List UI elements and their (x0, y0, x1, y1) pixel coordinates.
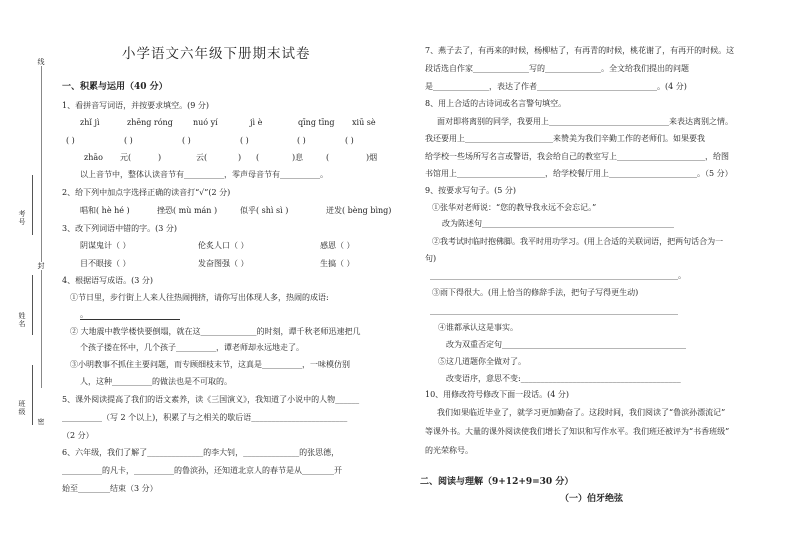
q8-line2: 我还要用上______________________来赞美为我们辛勤工作的老师们。如果要我 (425, 134, 705, 143)
q1-answer-box-6[interactable]: ( ) (345, 136, 354, 145)
q3-row1-item-3[interactable]: 感恩（ ） (320, 241, 355, 250)
q7-line3: 是______________，表达了作者______________________________。(4 分) (425, 82, 687, 91)
q9-s5-answer[interactable]: 改变语序，意思不变:________________________________________ (446, 374, 681, 383)
q9-s5: ⑤这几道题你全做对了。 (438, 357, 526, 366)
q1-syllable-line: 以上音节中，整体认读音节有__________，零声母音节有__________。 (80, 170, 328, 179)
q9-s2-answer[interactable]: ______________________________________________________________。 (430, 271, 686, 280)
q1-row3-close2: ) (238, 153, 242, 162)
q10-line2: 等课外书。大量的课外阅读使我们增长了知识和写作水平。我们班还被评为“书香班级” (425, 427, 730, 436)
q1-row3-xi: )息 (292, 153, 304, 162)
q4-item3-line2: 人，这种__________的做法也是不可取的。 (80, 377, 232, 386)
q1-answer-box-5[interactable]: ( ) (297, 136, 306, 145)
q1-answer-box-1[interactable]: ( ) (66, 136, 75, 145)
q3-row2-item-1[interactable]: 目不眼接（ ） (80, 259, 131, 268)
q8-line1: 面对即将离别的同学，我要用上______________________________来表达离别之情。 (437, 117, 733, 126)
q8-line4: 书馆用上______________________，给学校餐厅用上______________________。（5 分） (425, 169, 733, 178)
q10-line3: 的光荣称号。 (425, 446, 473, 455)
q4-stem: 4、根据语写成语。(3 分) (62, 276, 153, 285)
q5-line1: 5、课外阅读提高了我们的语文素养，读《三国演义》，我知道了小说中的人物______ (62, 395, 360, 404)
q1-row3-close1: ) (158, 153, 162, 162)
q3-row2-item-2[interactable]: 发奋图强（ ） (198, 259, 249, 268)
q3-row1-item-2[interactable]: 伦炙人口（ ） (198, 241, 249, 250)
q1-answer-box-3[interactable]: ( ) (182, 136, 191, 145)
class-label: 班级 (18, 400, 26, 416)
q9-s4-answer[interactable]: 改为双重否定句______________________________________________ (446, 340, 686, 349)
q1-pinyin-3: nuó yí (193, 118, 218, 127)
q1-row3-yan: )烟 (366, 153, 378, 162)
q9-s1-answer[interactable]: 改为陈述句________________________________________________ (442, 219, 674, 228)
q7-line2: 段话选自作家______________写的______________。全文给我们提出的问题 (425, 64, 689, 73)
q6-line2: __________的凡卡，__________的鲁滨孙，还知道北京人的春节是从________开 (62, 466, 342, 475)
q2-item-2[interactable]: 挫恐( mù mán ) (157, 206, 218, 215)
q9-s4: ④谁都承认这是事实。 (438, 323, 518, 332)
q2-item-3[interactable]: 似乎( shì sì ) (240, 206, 289, 215)
q9-s2-line2: 句) (425, 254, 437, 263)
student-name-label: 姓名 (18, 312, 26, 328)
q4-item2-line1: ② 大地震中教学楼快要倒塌，就在这______________的时刻，谭千秋老师迅速把几 (70, 327, 361, 336)
q3-stem: 3、改下列词语中错的字。(3 分) (62, 224, 177, 233)
q1-row3-zhao: zhāo (84, 153, 103, 162)
q3-row1-item-1[interactable]: 阴谋鬼计（ ） (80, 241, 131, 250)
exam-number-field[interactable] (32, 175, 33, 235)
q5-line3: （2 分） (62, 431, 94, 440)
q4-item1-line1: ①节日里，步行街上人来人往热闹拥挤，请你写出体现人多，热闹的成语: (70, 293, 329, 302)
q6-line1: 6、六年级，我们了解了______________的李大钊，______________的张思德， (62, 448, 340, 457)
q5-line2: __________（写 2 个以上)，积累了与之相关的歇后语________________________ (62, 413, 348, 422)
q9-stem: 9、按要求写句子。(5 分) (425, 186, 516, 195)
q1-row3-open2: ( (326, 153, 330, 162)
exam-number-label: 考号 (18, 210, 26, 226)
q2-stem: 2、给下列中加点字选择正确的读音打“√”(2 分) (62, 188, 231, 197)
q1-pinyin-2: zhēng róng (127, 118, 173, 127)
q7-line1: 7、燕子去了，有再来的时候，杨柳枯了，有再青的时候，桃花谢了，有再开的时候。这 (425, 46, 735, 55)
q3-row2-item-3[interactable]: 生搞（ ） (320, 259, 355, 268)
q8-line3: 给学校一些场所写名言或警语，我会给自己的教室写上______________________，给图 (425, 152, 729, 161)
q1-row3-yuan: 元( (120, 153, 132, 162)
q6-line3: 始至________结束（3 分） (62, 484, 158, 493)
section2-heading: 二、阅读与理解（9+12+9=30 分） (420, 477, 574, 487)
q9-s1: ①张华对老师说：“您的教导我永远不会忘记。” (432, 203, 597, 212)
q9-s3-answer[interactable]: ______________________________________________________________ (430, 306, 678, 315)
q1-answer-box-4[interactable]: ( ) (240, 136, 249, 145)
q1-row3-yun: 云( (196, 153, 208, 162)
q4-item1-blank[interactable] (80, 319, 180, 320)
q8-stem: 8、用上合适的古诗词或名言警句填空。 (425, 99, 567, 108)
binding-mark-middle: 封 (37, 262, 45, 270)
q2-item-1[interactable]: 唱和( hè hé ) (80, 206, 130, 215)
q1-pinyin-1: zhǐ jì (80, 118, 100, 127)
binding-line (41, 58, 42, 388)
q4-item3-line1: ③小明教事不抓住主要问题，而专顾细枝末节，这真是__________，一味模仿别 (70, 360, 350, 369)
q1-answer-box-2[interactable]: ( ) (124, 136, 133, 145)
q1-pinyin-4: jì è (250, 118, 263, 127)
binding-mark-top: 线 (37, 58, 45, 66)
q1-stem: 1、看拼音写词语，并按要求填空。(9 分) (62, 101, 209, 110)
section2-subheading: （一）伯牙绝弦 (560, 494, 624, 504)
q9-s3: ③雨下得很大。(用上恰当的修辞手法，把句子写得更生动) (432, 288, 639, 297)
q4-item1-line2: 。 (80, 310, 88, 319)
q10-stem: 10、用修改符号修改下面一段话。(4 分) (425, 390, 570, 399)
q9-s2-line1: ②我考试时临时抱佛脚。我平时用功学习。(用上合适的关联词语，把两句话合为一 (432, 237, 724, 246)
q1-pinyin-6: xiū sè (352, 118, 376, 127)
student-name-field[interactable] (32, 275, 33, 335)
q2-item-4[interactable]: 迸发( bèng bìng) (326, 206, 392, 215)
q1-pinyin-5: qīng tīng (298, 118, 335, 127)
q4-item2-line2: 个孩子搂在怀中，几个孩子__________，谭老师却永远地走了。 (80, 343, 304, 352)
class-field[interactable] (32, 365, 33, 425)
q1-row3-open: ( (256, 153, 260, 162)
page-title: 小学语文六年级下册期末试卷 (122, 46, 311, 62)
q10-line1: 我们如果临近毕业了，就学习更加勤奋了。这段时间，我们阅读了“鲁滨孙漂流记” (437, 408, 726, 417)
binding-mark-bottom: 密 (37, 418, 45, 426)
section1-heading: 一、积累与运用（40 分） (62, 82, 168, 92)
